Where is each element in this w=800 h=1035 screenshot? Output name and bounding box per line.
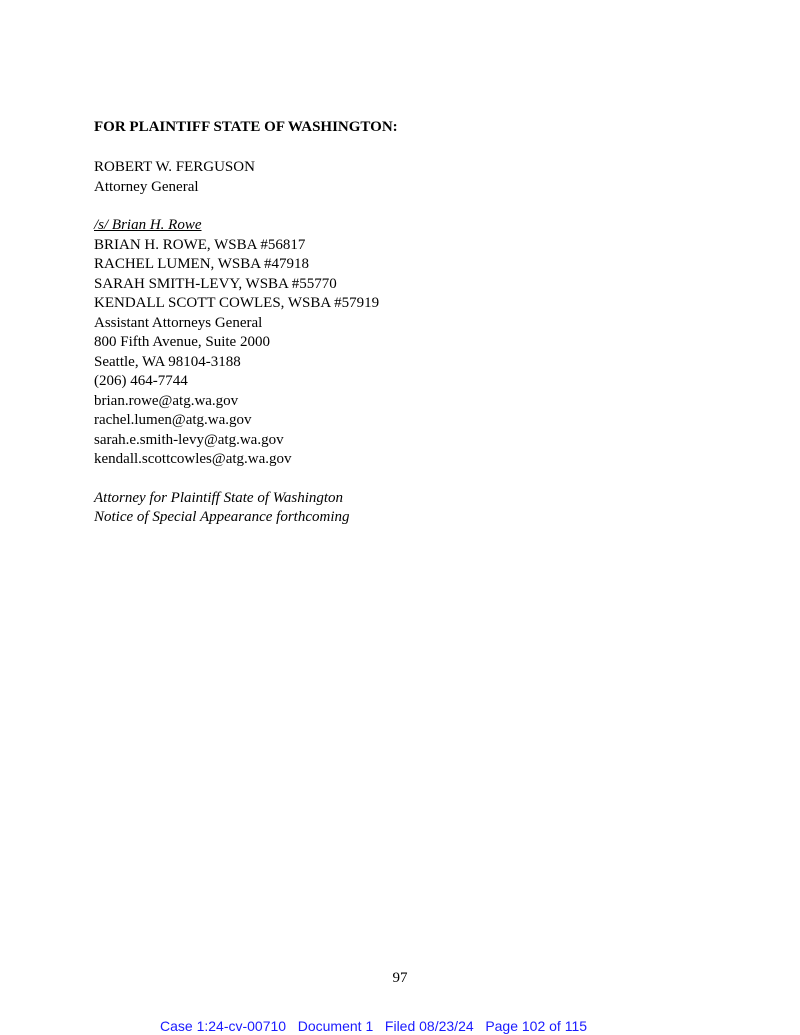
role-line: Notice of Special Appearance forthcoming	[94, 509, 350, 525]
attorney-general-title: Attorney General	[94, 178, 199, 195]
attorney-general-name: ROBERT W. FERGUSON	[94, 159, 255, 175]
signature-line	[94, 216, 714, 236]
party-heading: FOR PLAINTIFF STATE OF WASHINGTON:	[94, 119, 398, 135]
page-number: 97	[392, 970, 408, 986]
court-filing-footer	[160, 1017, 587, 1035]
counsel-block	[94, 216, 714, 470]
footer-case-number: Case 1:24-cv-00710	[160, 1018, 287, 1034]
counsel-line: SARAH SMITH-LEVY, WSBA #55770	[94, 275, 337, 292]
counsel-line: brian.rowe@atg.wa.gov	[94, 392, 239, 409]
attorney-general-block	[94, 158, 714, 197]
electronic-signature: /s/ Brian H. Rowe	[94, 217, 202, 233]
signature-block	[94, 118, 714, 528]
footer-page-count: Page 102 of 115	[485, 1018, 588, 1034]
counsel-line: Seattle, WA 98104-3188	[94, 353, 241, 370]
footer-filed-date: Filed 08/23/24	[384, 1018, 474, 1034]
counsel-line: RACHEL LUMEN, WSBA #47918	[94, 256, 310, 272]
footer-document: Document 1	[297, 1018, 374, 1034]
counsel-line: Assistant Attorneys General	[94, 314, 263, 331]
counsel-line: KENDALL SCOTT COWLES, WSBA #57919	[94, 295, 380, 311]
counsel-line: (206) 464-7744	[94, 373, 188, 389]
counsel-line: sarah.e.smith-levy@atg.wa.gov	[94, 431, 284, 448]
role-block	[94, 489, 714, 528]
role-line: Attorney for Plaintiff State of Washington	[94, 489, 344, 506]
counsel-line: rachel.lumen@atg.wa.gov	[94, 412, 252, 428]
counsel-line: kendall.scottcowles@atg.wa.gov	[94, 451, 292, 467]
counsel-line: 800 Fifth Avenue, Suite 2000	[94, 334, 270, 350]
counsel-line: BRIAN H. ROWE, WSBA #56817	[94, 236, 306, 253]
